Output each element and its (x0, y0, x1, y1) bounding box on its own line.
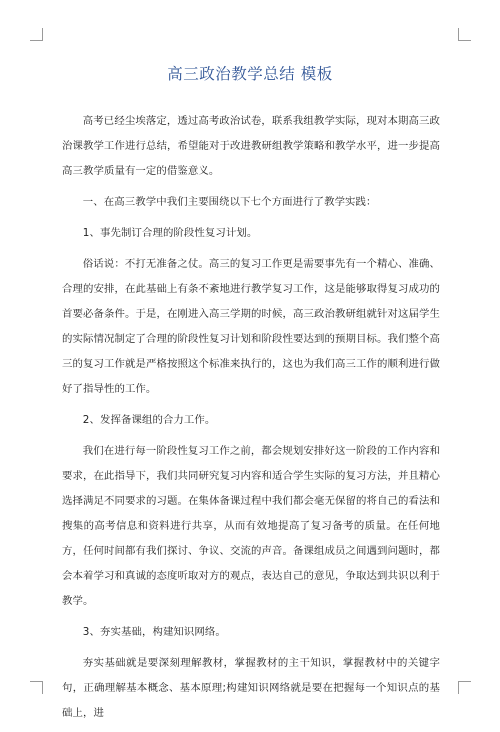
paragraph-item-3-body: 夯实基础就是要深刻理解教材，掌握教材的主干知识，掌握教材中的关键字句，正确理解基本概念、基本原理;构建知识网络就是要在把握每一个知识点的基础上，进 (62, 657, 440, 719)
paragraph-item-2-body: 我们在进行每一阶段性复习工作之前，都会规划安排好这一阶段的工作内容和要求，在此指导下，我们共同研究复习内容和适合学生实际的复习方法，并且精心选择满足不同要求的习题。在集体备课过程中我们都会毫无保留的将自己的看法和搜集的高考信息和资料进行共享，从而有效地提高了复习备考的质量。在任何地方，任何时间都有我们探讨、争议、交流的声音。备课组成员之间遇到问题时，都会本着学习和真诚的态度听取对方的观点，表达自己的意见，争取达到共识以利于教学。 (62, 445, 440, 607)
document-body (62, 109, 440, 732)
document-title: 高三政治教学总结 模板 (167, 65, 333, 83)
crop-mark-top-right (458, 28, 471, 41)
crop-mark-top-left (30, 28, 43, 41)
crop-mark-bottom-left (30, 681, 43, 694)
paragraph-item-1-body: 俗话说：不打无准备之仗。高三的复习工作更是需要事先有一个精心、准确、合理的安排，在此基础上有条不紊地进行教学复习工作，这是能够取得复习成功的首要必备条件。于是，在刚进入高三学期的时候，高三政治教研组就针对这届学生的实际情况制定了合理的阶段性复习计划和阶段性要达到的预期目标。我们整个高三的复习工作就是严格按照这个标准来执行的，这也为我们高三工作的顺利进行做好了指导性的工作。 (62, 258, 440, 395)
paragraph-item-3-heading: 3、夯实基础，构建知识网络。 (82, 626, 226, 638)
paragraph-item-1-heading: 1、事先制订合理的阶段性复习计划。 (82, 227, 258, 239)
crop-mark-bottom-right (458, 681, 471, 694)
paragraph-section-heading: 一、在高三教学中我们主要围绕以下七个方面进行了教学实践： (82, 196, 377, 208)
paragraph-item-2-heading: 2、发挥备课组的合力工作。 (82, 414, 216, 426)
paragraph-intro: 高考已经尘埃落定，透过高考政治试卷，联系我组教学实际，现对本期高三政治课教学工作进行总结，希望能对于改进教研组教学策略和教学水平，进一步提高高三教学质量有一定的借鉴意义。 (62, 115, 440, 177)
